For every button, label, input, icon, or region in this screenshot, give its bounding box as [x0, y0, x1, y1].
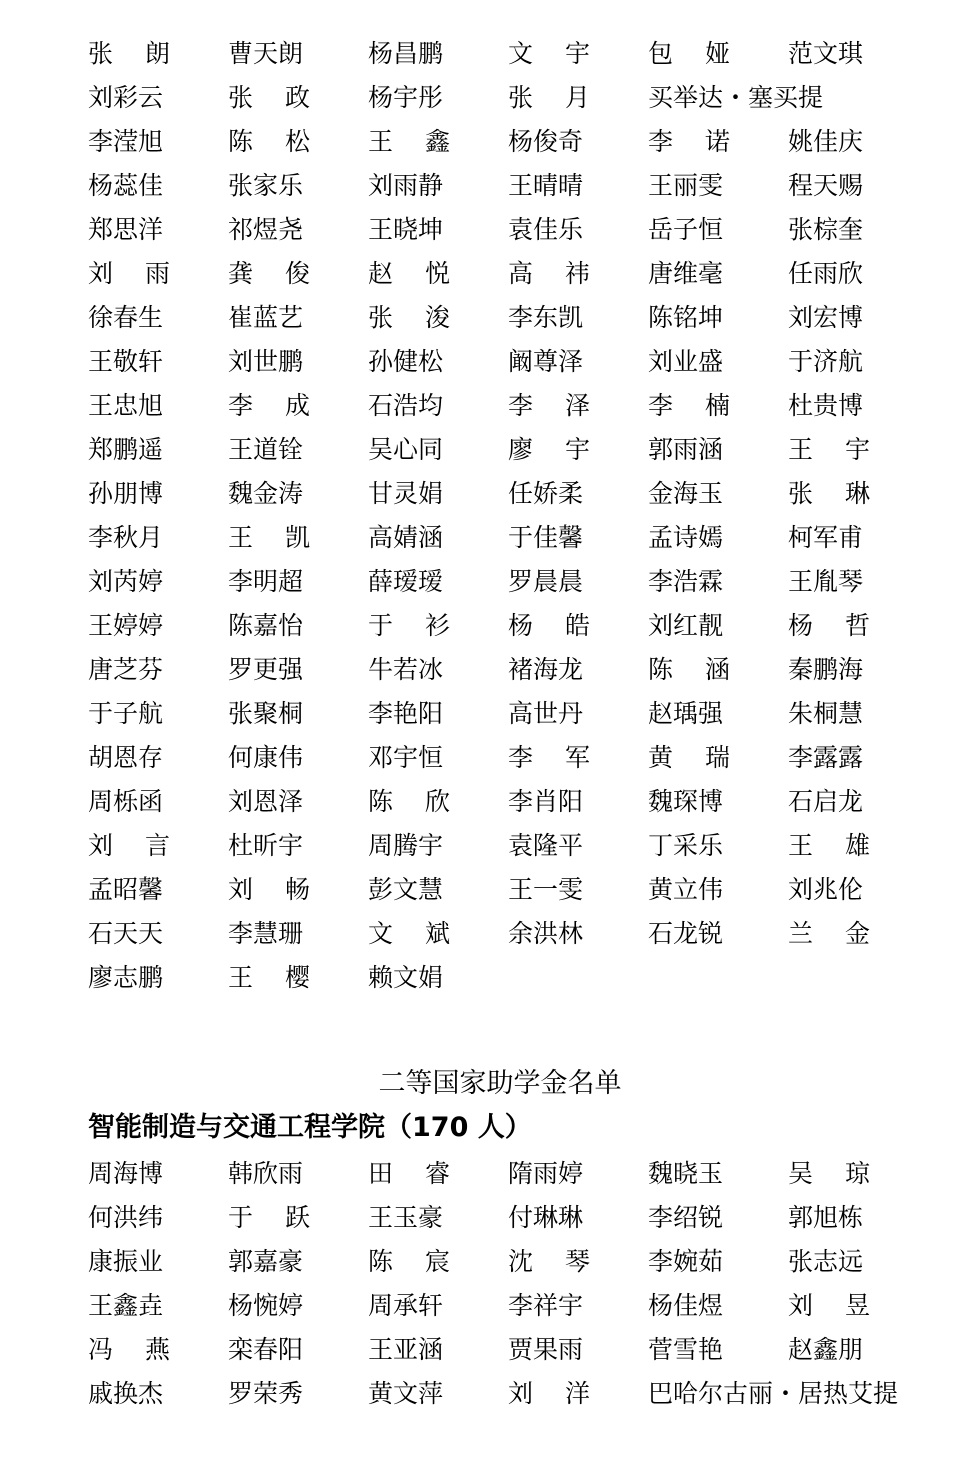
name-cell: 王胤琴	[788, 567, 864, 596]
name-cell: 刘芮婷	[88, 567, 164, 596]
name-cell: 王 宇	[788, 435, 870, 464]
name-cell: 王一雯	[508, 875, 584, 904]
name-cell: 张家乐	[228, 171, 304, 200]
name-cell: 兰 金	[788, 919, 870, 948]
name-cell: 李东凯	[508, 303, 584, 332]
name-cell: 张 琳	[788, 479, 870, 508]
name-cell: 朱桐慧	[788, 699, 864, 728]
name-cell: 王 雄	[788, 831, 870, 860]
name-cell: 李秋月	[88, 523, 164, 552]
name-cell: 杨惋婷	[228, 1291, 304, 1320]
name-cell: 刘宏博	[788, 303, 864, 332]
name-cell: 祁煜尧	[228, 215, 304, 244]
name-cell: 李 成	[228, 391, 310, 420]
name-cell: 文 宇	[508, 39, 590, 68]
name-cell: 包 娅	[648, 39, 730, 68]
name-cell: 孟诗嫣	[648, 523, 724, 552]
name-cell: 于济航	[788, 347, 864, 376]
name-cell: 李 楠	[648, 391, 730, 420]
name-cell: 李慧珊	[228, 919, 304, 948]
name-cell: 王 鑫	[368, 127, 450, 156]
name-cell: 唐芝芬	[88, 655, 164, 684]
name-cell: 王婷婷	[88, 611, 164, 640]
name-cell: 石浩均	[368, 391, 444, 420]
name-cell: 张 月	[508, 83, 590, 112]
name-cell: 周海博	[88, 1159, 164, 1188]
name-cell: 张棕奎	[788, 215, 864, 244]
name-cell: 刘世鹏	[228, 347, 304, 376]
name-cell: 黄 瑞	[648, 743, 730, 772]
name-cell: 杨昌鹏	[368, 39, 444, 68]
name-cell: 胡恩存	[88, 743, 164, 772]
name-cell: 任娇柔	[508, 479, 584, 508]
name-cell: 孙健松	[368, 347, 444, 376]
name-cell: 冯 燕	[88, 1335, 170, 1364]
name-cell: 菅雪艳	[648, 1335, 724, 1364]
name-cell: 程天赐	[788, 171, 864, 200]
name-cell: 李明超	[228, 567, 304, 596]
name-cell: 杨 哲	[788, 611, 870, 640]
name-cell: 薛瑷瑷	[368, 567, 444, 596]
name-list-bottom	[88, 1152, 928, 1416]
name-cell: 石启龙	[788, 787, 864, 816]
name-cell: 王 凯	[228, 523, 310, 552]
name-cell: 王忠旭	[88, 391, 164, 420]
name-cell: 廖志鹏	[88, 963, 164, 992]
name-cell: 刘兆伦	[788, 875, 864, 904]
name-cell: 袁佳乐	[508, 215, 584, 244]
name-cell: 王鑫垚	[88, 1291, 164, 1320]
name-cell: 石龙锐	[648, 919, 724, 948]
name-cell: 王晴晴	[508, 171, 584, 200]
name-cell: 栾春阳	[228, 1335, 304, 1364]
name-cell: 李肖阳	[508, 787, 584, 816]
name-cell: 魏琛博	[648, 787, 724, 816]
name-cell: 张聚桐	[228, 699, 304, 728]
name-cell: 刘 畅	[228, 875, 310, 904]
name-cell: 廖 宇	[508, 435, 590, 464]
name-cell: 崔蓝艺	[228, 303, 304, 332]
name-cell: 刘 雨	[88, 259, 170, 288]
name-cell: 孙朋博	[88, 479, 164, 508]
name-cell: 杜昕宇	[228, 831, 304, 860]
name-cell: 杨 皓	[508, 611, 590, 640]
name-cell: 孟昭馨	[88, 875, 164, 904]
name-cell: 李滢旭	[88, 127, 164, 156]
name-cell: 陈 松	[228, 127, 310, 156]
name-cell: 张 政	[228, 83, 310, 112]
name-cell: 贾果雨	[508, 1335, 584, 1364]
name-cell: 阚尊泽	[508, 347, 584, 376]
name-cell: 巴哈尔古丽・居热艾提	[648, 1379, 899, 1408]
name-cell: 郑鹏遥	[88, 435, 164, 464]
name-cell: 李 军	[508, 743, 590, 772]
name-cell: 郑思洋	[88, 215, 164, 244]
name-cell: 柯军甫	[788, 523, 864, 552]
name-cell: 刘 洋	[508, 1379, 590, 1408]
section-title: 二等国家助学金名单	[378, 1068, 622, 1099]
name-cell: 彭文慧	[368, 875, 444, 904]
name-cell: 于 衫	[368, 611, 450, 640]
name-cell: 李 诺	[648, 127, 730, 156]
name-cell: 杨俊奇	[508, 127, 584, 156]
name-cell: 刘业盛	[648, 347, 724, 376]
name-cell: 黄立伟	[648, 875, 724, 904]
college-title: 智能制造与交通工程学院（170 人）	[88, 1112, 532, 1143]
name-cell: 石天天	[88, 919, 164, 948]
name-cell: 王晓坤	[368, 215, 444, 244]
name-cell: 任雨欣	[788, 259, 864, 288]
name-cell: 田 睿	[368, 1159, 450, 1188]
name-cell: 牛若冰	[368, 655, 444, 684]
name-cell: 周承轩	[368, 1291, 444, 1320]
name-cell: 李浩霖	[648, 567, 724, 596]
name-cell: 姚佳庆	[788, 127, 864, 156]
name-cell: 龚 俊	[228, 259, 310, 288]
name-cell: 周栎函	[88, 787, 164, 816]
name-cell: 何康伟	[228, 743, 304, 772]
name-cell: 沈 琴	[508, 1247, 590, 1276]
name-cell: 于 跃	[228, 1203, 310, 1232]
name-cell: 秦鹏海	[788, 655, 864, 684]
name-cell: 戚换杰	[88, 1379, 164, 1408]
name-cell: 刘红靓	[648, 611, 724, 640]
name-cell: 岳子恒	[648, 215, 724, 244]
name-cell: 高世丹	[508, 699, 584, 728]
name-cell: 徐春生	[88, 303, 164, 332]
name-list-top	[88, 32, 928, 1000]
name-cell: 袁隆平	[508, 831, 584, 860]
name-cell: 郭嘉豪	[228, 1247, 304, 1276]
name-cell: 陈嘉怡	[228, 611, 304, 640]
name-cell: 张志远	[788, 1247, 864, 1276]
name-cell: 赵瑀强	[648, 699, 724, 728]
name-cell: 曹天朗	[228, 39, 304, 68]
name-cell: 陈 宸	[368, 1247, 450, 1276]
name-cell: 杜贵博	[788, 391, 864, 420]
name-cell: 郭旭栋	[788, 1203, 864, 1232]
name-cell: 罗荣秀	[228, 1379, 304, 1408]
name-cell: 买举达・塞买提	[648, 83, 824, 112]
name-cell: 李露露	[788, 743, 864, 772]
name-cell: 褚海龙	[508, 655, 584, 684]
name-cell: 魏晓玉	[648, 1159, 724, 1188]
name-cell: 高婧涵	[368, 523, 444, 552]
name-cell: 刘恩泽	[228, 787, 304, 816]
name-cell: 邓宇恒	[368, 743, 444, 772]
name-cell	[788, 76, 928, 120]
name-cell: 刘彩云	[88, 83, 164, 112]
name-cell: 刘 言	[88, 831, 170, 860]
name-cell: 于佳馨	[508, 523, 584, 552]
name-cell: 康振业	[88, 1247, 164, 1276]
name-cell: 甘灵娟	[368, 479, 444, 508]
name-cell: 文 斌	[368, 919, 450, 948]
name-cell: 王亚涵	[368, 1335, 444, 1364]
name-cell: 赵鑫朋	[788, 1335, 864, 1364]
name-cell: 王道铨	[228, 435, 304, 464]
name-cell: 罗更强	[228, 655, 304, 684]
name-cell: 张 朗	[88, 39, 170, 68]
name-cell: 陈 欣	[368, 787, 450, 816]
name-cell: 杨佳煜	[648, 1291, 724, 1320]
name-cell: 杨宇彤	[368, 83, 444, 112]
name-cell: 李婉茹	[648, 1247, 724, 1276]
name-cell: 郭雨涵	[648, 435, 724, 464]
name-cell: 王丽雯	[648, 171, 724, 200]
name-cell: 王 樱	[228, 963, 310, 992]
name-cell: 杨蕊佳	[88, 171, 164, 200]
name-cell: 赖文娟	[368, 963, 444, 992]
name-cell: 唐维毫	[648, 259, 724, 288]
name-cell: 范文琪	[788, 39, 864, 68]
name-cell: 付琳琳	[508, 1203, 584, 1232]
name-cell: 罗晨晨	[508, 567, 584, 596]
name-cell: 赵 悦	[368, 259, 450, 288]
name-cell: 黄文萍	[368, 1379, 444, 1408]
name-cell: 王玉豪	[368, 1203, 444, 1232]
name-cell: 陈铭坤	[648, 303, 724, 332]
name-cell: 隋雨婷	[508, 1159, 584, 1188]
name-cell: 何洪纬	[88, 1203, 164, 1232]
name-cell: 陈 涵	[648, 655, 730, 684]
name-cell: 于子航	[88, 699, 164, 728]
name-cell: 李绍锐	[648, 1203, 724, 1232]
name-cell: 高 祎	[508, 259, 590, 288]
name-cell: 王敬轩	[88, 347, 164, 376]
name-cell: 刘雨静	[368, 171, 444, 200]
name-cell: 张 浚	[368, 303, 450, 332]
name-cell: 李祥宇	[508, 1291, 584, 1320]
name-cell: 韩欣雨	[228, 1159, 304, 1188]
name-cell: 周腾宇	[368, 831, 444, 860]
name-cell: 吴心同	[368, 435, 444, 464]
name-cell: 李艳阳	[368, 699, 444, 728]
name-cell: 刘 昱	[788, 1291, 870, 1320]
name-cell: 余洪林	[508, 919, 584, 948]
name-cell: 丁采乐	[648, 831, 724, 860]
name-cell: 李 泽	[508, 391, 590, 420]
name-cell: 魏金涛	[228, 479, 304, 508]
name-cell: 吴 琼	[788, 1159, 870, 1188]
name-cell: 金海玉	[648, 479, 724, 508]
